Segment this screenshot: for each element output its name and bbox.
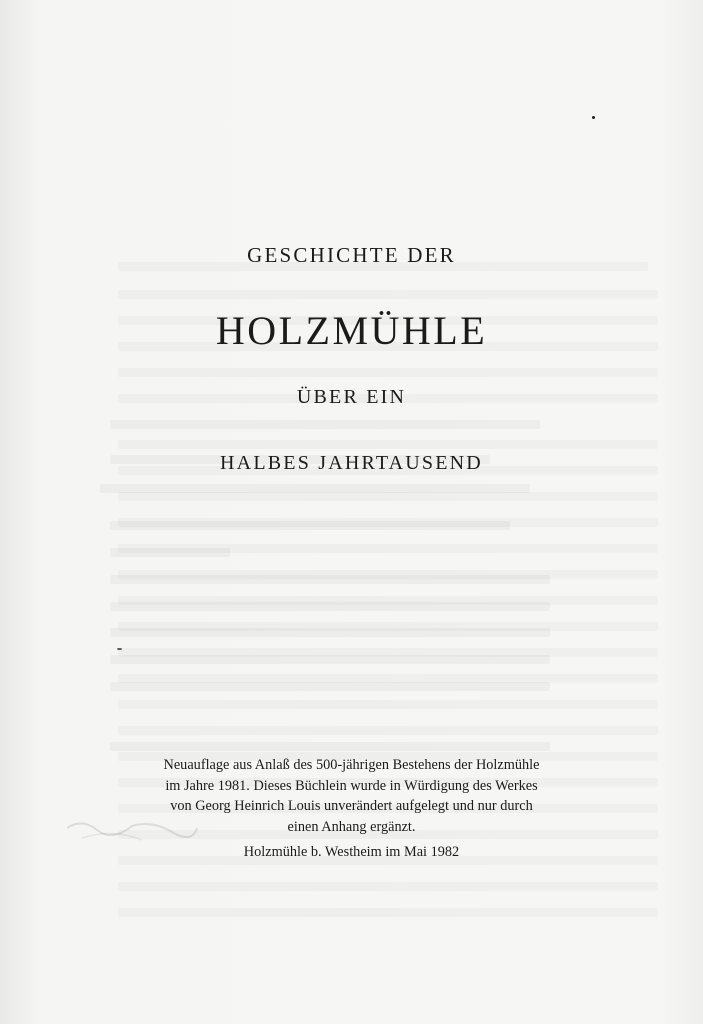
ghost-line-reversed (110, 602, 550, 611)
ghost-line (118, 882, 658, 891)
ghost-line-reversed (110, 575, 550, 584)
ghost-line (118, 648, 658, 657)
ghost-line (118, 674, 658, 683)
edition-note-line: Neuauflage aus Anlaß des 500-jährigen Bestehens der Holzmühle (163, 757, 540, 773)
main-title: HOLZMÜHLE (215, 308, 488, 353)
ink-speck (592, 116, 595, 119)
ghost-line (118, 596, 658, 605)
place-date-line: Holzmühle b. Westheim im Mai 1982 (243, 844, 460, 860)
ghost-line-reversed (110, 682, 550, 691)
title-line-1: GESCHICHTE DER (247, 243, 456, 267)
ghost-line (118, 570, 658, 579)
ink-speck (117, 648, 122, 650)
title-line-4: HALBES JAHRTAUSEND (220, 452, 483, 474)
ghost-line-reversed (110, 628, 550, 637)
ghost-line (118, 700, 658, 709)
edition-note-line: einen Anhang ergänzt. (287, 818, 416, 835)
ghost-line (118, 726, 658, 735)
ghost-line (118, 368, 658, 377)
ghost-line-reversed (110, 655, 550, 664)
ghost-line (118, 492, 658, 501)
ghost-line-reversed (110, 521, 510, 530)
ghost-line-reversed (110, 742, 550, 751)
ghost-line-reversed (100, 484, 530, 493)
ghost-line (118, 544, 658, 553)
ghost-line (118, 622, 658, 631)
ghost-line-reversed (110, 548, 230, 557)
ghost-line (118, 440, 658, 449)
ghost-line (118, 518, 658, 527)
edition-note-line: von Georg Heinrich Louis unverändert aufgelegt und nur durch (170, 798, 533, 814)
ghost-line (118, 908, 658, 917)
title-line-3: ÜBER EIN (296, 386, 407, 408)
ghost-line (118, 290, 658, 299)
ghost-line-reversed (110, 420, 540, 429)
edition-note-line: im Jahre 1981. Dieses Büchlein wurde in Würdigung des Werkes (165, 777, 538, 794)
faint-signature-mark (62, 808, 202, 853)
